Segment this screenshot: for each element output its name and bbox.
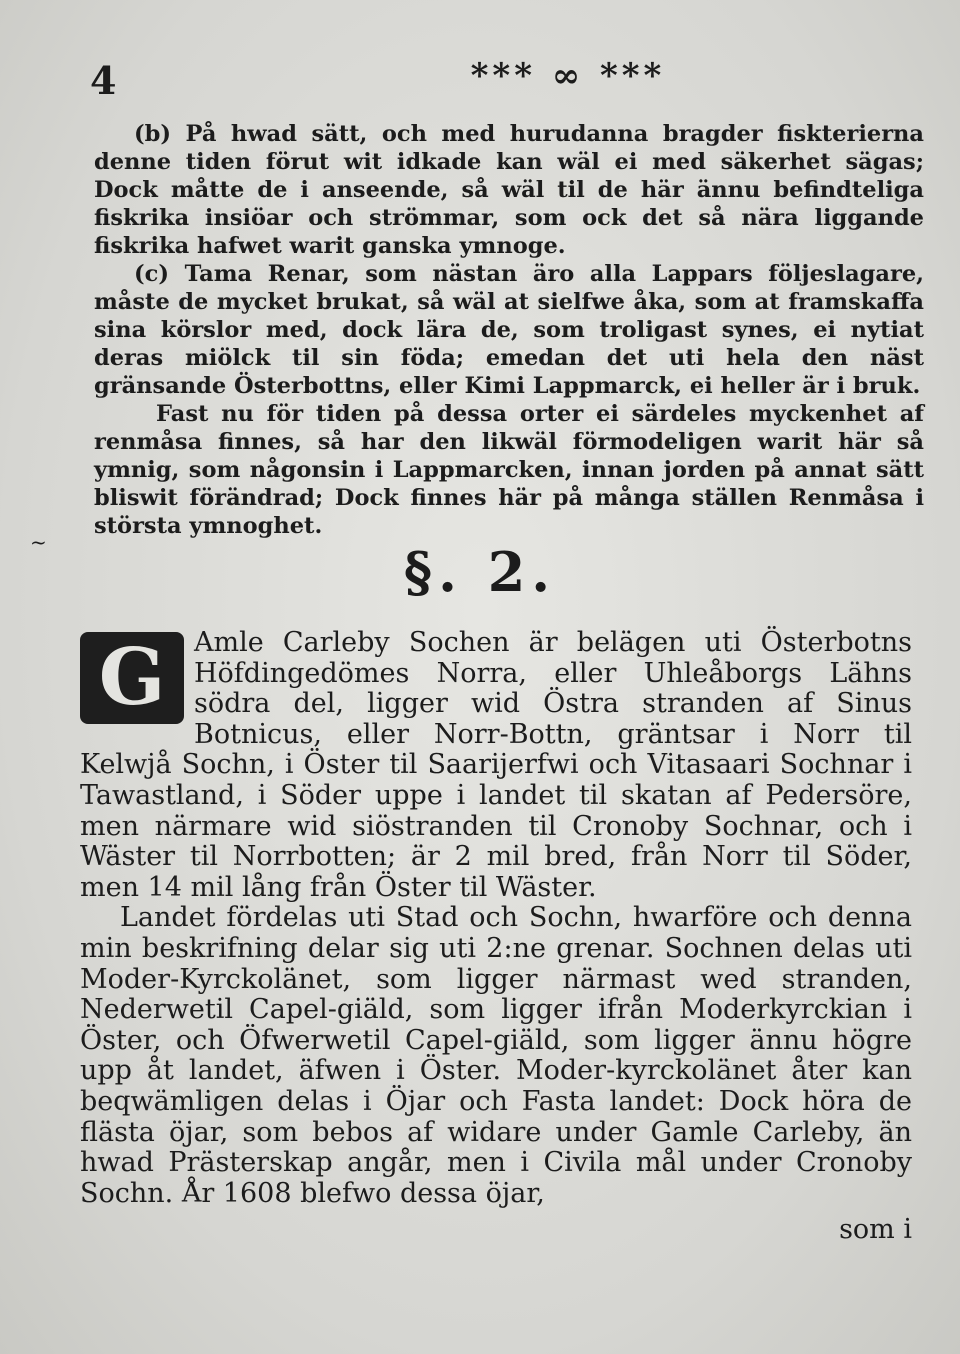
section-heading: §. 2.	[403, 540, 557, 604]
note-b: (b) På hwad sätt, och med hurudanna bragder fiskterierna denne tiden förut wit idkade kan wäl ei med säkerhet sägas; Dock måtte de i anseende, så wäl til de här ännu befindteliga fiskrika insiöar och strömmar, som ock det så nära liggande fiskrika hafwet warit ganska ymnoge.	[94, 121, 924, 259]
section-paragraph-2: Landet fördelas uti Stad och Sochn, hwarföre och denna min beskrifning delar sig uti 2:ne grenar. Sochnen delas uti Moder-Kyrckolänet, som ligger närmast wed stranden, Nederwetil Capel-giäld, som ligger ifrån Moderkyrckian i Öster, och Öfwerwetil Capel-giäld, som ligger ännu högre upp åt landet, äfwen i Öster. Moder-kyrckolänet åter kan beqwämligen delas i Öjar och Fasta landet: Dock höra de flästa öjar, som bebos af widare under Gamle Carleby, än hwad Prästerskap angår, men i Civila mål under Cronoby Sochn. År 1608 blefwo dessa öjar,	[80, 902, 912, 1209]
note-c: (c) Tama Renar, som nästan äro alla Lappars följeslagare, måste de mycket brukat, så wäl at sielfwe åka, som at framskaffa sina körslor med, dock lära de, som troligast synes, ei nytiat deras miölck til sin föda; emedan det uti hela den näst gränsande Österbottns, eller Kimi Lappmarck, ei heller är i bruk.	[94, 261, 924, 399]
drop-cap: G	[80, 632, 184, 724]
header-ornament: *** ∞ ***	[470, 56, 666, 96]
note-paragraph: Fast nu för tiden på dessa orter ei särdeles myckenhet af renmåsa finnes, så har den likwäl förmodeligen warit här så ymnig, som någonsin i Lappmarcken, innan jorden på annat sätt bliswit förändrad; Dock finnes här på många ställen Renmåsa i största ymnoghet.	[94, 401, 924, 539]
margin-mark: ~	[30, 530, 47, 554]
page-header	[90, 56, 930, 106]
section-paragraph-1	[80, 628, 912, 903]
paragraph-1-text: Amle Carleby Sochen är belägen uti Österbotns Höfdingedömes Norra, eller Uhleåborgs Lähns södra del, ligger wid Östra stranden af Sinus Botnicus, eller Norr-Bottn, gräntsar i Norr til Kelwjå Sochn, i Öster til Saarijerfwi och Vitasaari Sochnar i Tawastland, i Söder uppe i landet til skatan af Pedersöre, men närmare wid siöstranden til Cronoby Sochnar, och i Wäster til Norrbotten; är 2 mil bred, från Norr til Söder, men 14 mil lång från Öster til Wäster.	[80, 627, 912, 903]
footnotes	[94, 120, 924, 540]
catchword: som i	[839, 1214, 912, 1245]
page-number: 4	[90, 58, 117, 103]
section-body	[80, 628, 912, 1209]
